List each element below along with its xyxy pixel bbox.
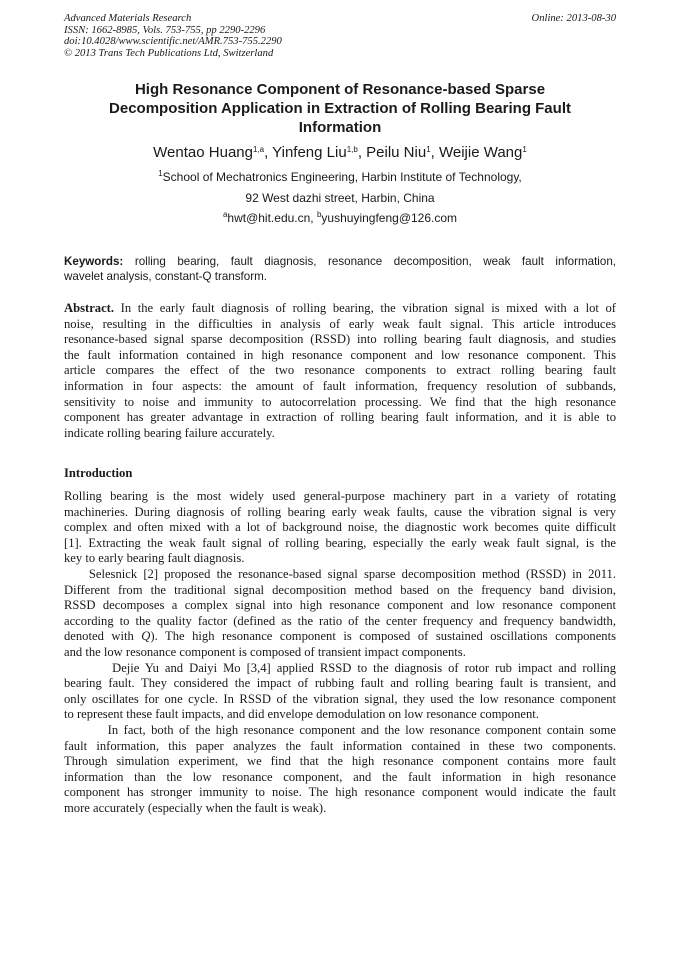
keywords-line [64, 254, 616, 269]
online-date: Online: 2013-08-30 [531, 13, 616, 24]
keywords-label: Keywords: [64, 255, 124, 268]
email-mark: b [316, 210, 322, 219]
abstract-label: Abstract. [64, 301, 115, 315]
intro-line: [1]. Extracting the weak fault signal of rolling bearing, especially the early weak fault signal, is the [64, 535, 616, 550]
author-affil-mark: 1,b [346, 145, 358, 154]
title-line: High Resonance Component of Resonance-based Sparse [134, 81, 546, 98]
intro-text: ). The high resonance component is composed of sustained oscillations components [150, 629, 616, 644]
intro-line: to represent these fault impacts, and did envelope demodulation on low resonance component. [64, 707, 539, 722]
author-separator: , [264, 144, 273, 161]
doi-line: doi:10.4028/www.scientific.net/AMR.753-755.2290 [64, 36, 282, 48]
author-separator: , [430, 144, 439, 161]
abstract-text: In the early fault diagnosis of rolling bearing, the vibration signal is mixed with a lot of [114, 301, 616, 315]
intro-line: Different from the traditional signal decomposition method based on the frequency band division, [64, 582, 616, 597]
affiliation-emails [64, 211, 616, 225]
intro-line: fault information, this paper analyzes the fault information contained in these two components. [64, 738, 616, 753]
abstract-line: the fault information contained in high resonance component and low resonance component. This [64, 347, 616, 362]
author-name: Weijie Wang [438, 144, 523, 161]
intro-line: key to early bearing fault diagnosis. [64, 551, 245, 566]
abstract-line: article compares the effect of the two resonance components to extract rolling bearing fault [64, 363, 616, 378]
paper-title [64, 80, 616, 137]
affil-mark: 1 [158, 169, 163, 178]
title-line: Decomposition Application in Extraction of Rolling Bearing Fault [109, 100, 571, 117]
intro-line: only oscillates for one cycle. In RSSD of the vibration signal, they used the low resonance component [64, 691, 616, 706]
author-name: Wentao Huang [153, 144, 253, 161]
abstract-block [64, 301, 616, 441]
intro-line: more accurately (especially when the fault is weak). [64, 800, 327, 815]
intro-line: information than the low resonance component, and the fault information in high resonance [64, 769, 616, 784]
abstract-line: noise, resulting in the difficulties in analysis of early weak fault signal. This article introduces [64, 316, 616, 331]
affiliation-line-2 [64, 191, 616, 205]
email-b: yushuyingfeng@126.com [321, 211, 458, 225]
abstract-line: indicate rolling bearing failure accurately. [64, 425, 275, 440]
intro-line: according to the quality factor (defined as the ratio of the center frequency and frequency bandwidth, [64, 613, 616, 628]
email-a: hwt@hit.edu.cn, [227, 211, 317, 225]
author-separator: , [357, 144, 367, 161]
intro-line: Rolling bearing is the most widely used general-purpose machinery part in a variety of rotating [64, 489, 616, 503]
author-affil-mark: 1 [522, 145, 527, 154]
intro-line: Dejie Yu and Daiyi Mo [3,4] applied RSSD to the diagnosis of rotor rub impact and rolling [64, 660, 616, 675]
author-affil-mark: 1,a [252, 145, 265, 154]
affiliation-address: 92 West dazhi street, Harbin, China [245, 191, 435, 205]
title-line: Information [298, 119, 382, 136]
intro-line: machineries. During diagnosis of rolling bearing early weak faults, cause the vibration signal is very [64, 504, 616, 519]
intro-line [64, 629, 616, 645]
intro-line: In fact, both of the high resonance component and the low resonance component contain some [64, 722, 616, 737]
author-name: Peilu Niu [366, 144, 427, 161]
journal-name: Advanced Materials Research [64, 13, 192, 24]
affiliation-institute: School of Mechatronics Engineering, Harbin Institute of Technology, [162, 170, 522, 184]
abstract-line: information in four aspects: the amount of fault information, frequency resolution of subbands, [64, 378, 616, 393]
copyright-line: © 2013 Trans Tech Publications Ltd, Switzerland [64, 47, 274, 59]
intro-line: RSSD decomposes a complex signal into high resonance component and low resonance component [64, 598, 616, 613]
intro-text: denoted with [64, 629, 142, 644]
intro-line: and the low resonance component is composed of transient impact components. [64, 644, 466, 659]
keywords-text: rolling bearing, fault diagnosis, resonance decomposition, weak fault information, [123, 255, 616, 268]
keywords-line: wavelet analysis, constant-Q transform. [64, 270, 267, 283]
abstract-line: component has greater advantage in extraction of rolling bearing fault information, and it is able to [64, 410, 616, 425]
abstract-line [64, 301, 616, 317]
intro-line: component has stronger immunity to noise. The high resonance component would indicate the fault [64, 785, 616, 800]
affiliation-line-1 [64, 170, 616, 184]
abstract-line: sensitivity to noise and immunity to autocorrelation processing. We find that the high resonance [64, 394, 616, 409]
keywords-block [64, 254, 616, 284]
email-mark: a [222, 210, 228, 219]
section-heading-introduction: Introduction [64, 466, 133, 480]
author-list [64, 143, 616, 163]
author-name: Yinfeng Liu [272, 144, 347, 161]
abstract-line: resonance-based signal sparse decomposition (RSSD) into rolling bearing fault diagnosis, and studies [64, 332, 616, 347]
introduction-body [64, 489, 616, 816]
intro-line: Through simulation experiment, we find that the high resonance component contains more fault [64, 754, 616, 769]
intro-line: Selesnick [2] proposed the resonance-based signal sparse decomposition method (RSSD) in 2011. [64, 566, 616, 581]
quality-factor-symbol: Q [141, 629, 151, 644]
author-affil-mark: 1 [426, 145, 431, 154]
journal-header [64, 13, 616, 59]
intro-line: bearing fault. They considered the impact of rubbing fault and rolling bearing fault is transient, and [64, 676, 616, 691]
issn-line: ISSN: 1662-8985, Vols. 753-755, pp 2290-2296 [64, 24, 266, 36]
intro-line: complex and often mixed with a lot of background noise, the diagnostic work becomes quite difficult [64, 520, 616, 535]
